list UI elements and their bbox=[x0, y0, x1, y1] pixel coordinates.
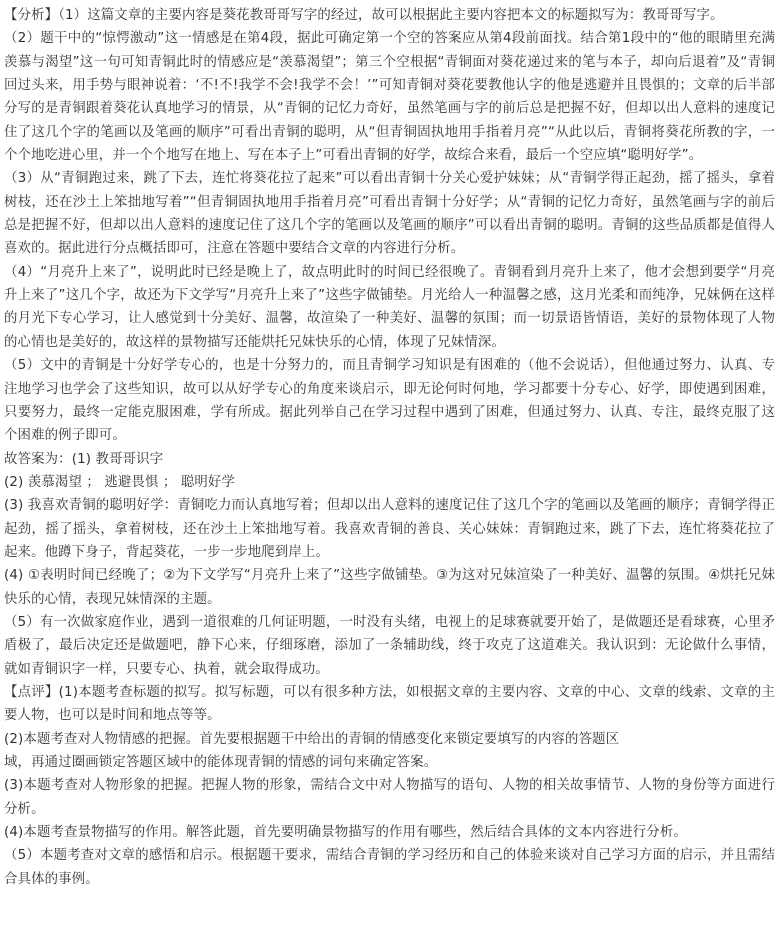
answer-q5: （5）有一次做家庭作业，遇到一道很难的几何证明题，一时没有头绪，电视上的足球赛就要开始了，是做题还是看球赛，心里矛盾极了，最后决定还是做题吧，静下心来，仔细琢磨，添加了一条辅助线，终于攻克了这道难关。我认识到：无论做什么事情，就如青铜识字一样，只要专心、执着，就会取得成功。 bbox=[4, 614, 775, 677]
comment-q4: (4)本题考查景物描写的作用。解答此题，首先要明确景物描写的作用有哪些，然后结合具体的文本内容进行分析。 bbox=[4, 825, 687, 841]
comment-q5: （5）本题考查对文章的感悟和启示。根据题干要求，需结合青铜的学习经历和自己的体验来谈对自己学习方面的启示，并且需结合具体的事例。 bbox=[4, 848, 775, 887]
comment-q2-line1: (2)本题考查对人物情感的把握。首先要根据题干中给出的青铜的情感变化来锁定要填写的内容的答题区 bbox=[4, 731, 620, 747]
answer-intro: 故答案为：(1) 教哥哥识字 bbox=[4, 451, 164, 467]
analysis-q1: 【分析】（1）这篇文章的主要内容是葵花教哥哥写字的经过，故可以根据此主要内容把本文的标题拟写为：教哥哥写字。 bbox=[4, 8, 724, 23]
comment-q3: (3)本题考查对人物形象的把握。把握人物的形象，需结合文中对人物描写的语句、人物的相关故事情节、人物的身份等方面进行分析。 bbox=[4, 778, 775, 817]
comment-q2-line2: 域，再通过圈画锁定答题区域中的能体现青铜的情感的词句来确定答案。 bbox=[4, 755, 438, 770]
analysis-q5: （5）文中的青铜是十分好学专心的，也是十分努力的，而且青铜学习知识是有困难的（他不会说话），但他通过努力、认真、专注地学习也学会了这些知识，故可以从好学专心的角度来谈启示，即无论何时何地，学习都要十分专心、好学，即使遇到困难，只要努力，最终一定能克服困难，学有所成。据此列举自己在学习过程中遇到了困难，但通过努力、认真、专注，最终克服了这个困难的例子即可。 bbox=[4, 358, 775, 444]
analysis-q3: （3）从“青铜跑过来，跳了下去，连忙将葵花拉了起来”可以看出青铜十分关心爱护妹妹；从“青铜学得正起劲，摇了摇头，拿着树枝，还在沙土上笨拙地写着”“但青铜固执地用手指着月亮”可看出青铜十分好学；从“青铜的记忆力奇好，虽然笔画与字的前后总是把握不好，但却以出人意料的速度记住了这几个字的笔画以及笔画的顺序”可以看出青铜的聪明。青铜的这些品质都是值得人喜欢的。据此进行分点概括即可，注意在答题中要结合文章的内容进行分析。 bbox=[4, 171, 775, 257]
answer-q2: (2) 羡慕渴望 ； 逃避畏惧 ； 聪明好学 bbox=[4, 474, 236, 490]
answer-q4: (4) ①表明时间已经晚了；②为下文学写“月亮升上来了”这些字做铺垫。③为这对兄妹渲染了一种美好、温馨的氛围。④烘托兄妹快乐的心情，表现兄妹情深的主题。 bbox=[4, 568, 775, 607]
answer-q3: (3) 我喜欢青铜的聪明好学：青铜吃力而认真地写着；但却以出人意料的速度记住了这几个字的笔画以及笔画的顺序；青铜学得正起劲，摇了摇头，拿着树枝，还在沙土上笨拙地写着。我喜欢青铜的善良、关心妹妹：青铜跑过来，跳了下去，连忙将葵花拉了起来。他蹲下身子，背起葵花，一步一步地爬到岸上。 bbox=[4, 498, 775, 560]
comment-q1: 【点评】(1)本题考查标题的拟写。拟写标题，可以有很多种方法，如根据文章的主要内容、文章的中心、文章的线索、文章的主要人物，也可以是时间和地点等等。 bbox=[4, 684, 775, 724]
analysis-q4: （4）“月亮升上来了”，说明此时已经是晚上了，故点明此时的时间已经很晚了。青铜看到月亮升上来了，他才会想到要学“月亮升上来了”这几个字，故还为下文学写“月亮升上来了”这些字做铺垫。月光给人一种温馨之感，这月光柔和而纯净，兄妹俩在这样的月光下专心学习，让人感觉到十分美好、温馨，故渲染了一种美好、温馨的氛围；而一切景语皆情语，美好的景物体现了人物的心情也是美好的，故这样的景物描写还能烘托兄妹快乐的心情，体现了兄妹情深。 bbox=[4, 264, 775, 350]
analysis-q2: （2）题干中的“惊愕激动”这一情感是在第4段，据此可确定第一个空的答案应从第4段前面找。结合第1段中的“他的眼睛里充满羡慕与渴望”这一句可知青铜此时的情感应是“羡慕渴望”；第三个空根据“青铜面对葵花递过来的笔与本子，却向后退着”及“青铜回过头来，用手势与眼神说着：‘不!不!我学不会!我学不会！’”可知青铜对葵花要教他认字的他是逃避并且畏惧的；文章的后半部分写的是青铜跟着葵花认真地学习的情景，从“青铜的记忆力奇好，虽然笔画与字的前后总是把握不好，但却以出人意料的速度记住了这几个字的笔画以及笔画的顺序”可看出青铜的聪明，从“但青铜固执地用手指着月亮”“从此以后，青铜将葵花所教的字，一个个地吃进心里，并一个个地写在地上、写在本子上”可看出青铜的好学，故综合来看，最后一个空应填“聪明好学”。 bbox=[4, 31, 775, 164]
